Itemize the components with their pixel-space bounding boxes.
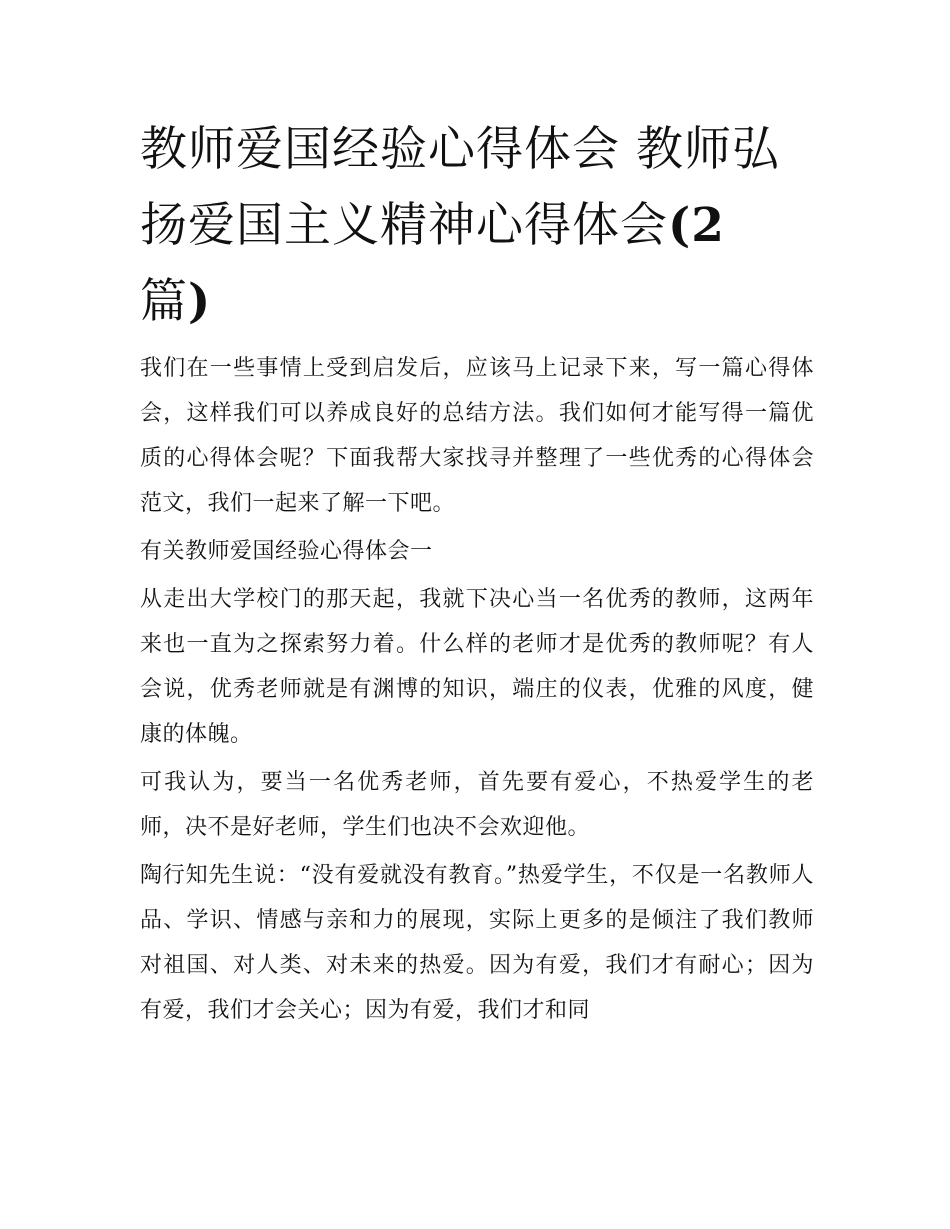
section-heading: 有关教师爱国经验心得体会一: [140, 539, 433, 564]
title-count-close: ): [188, 274, 212, 329]
title-count-unit: 篇: [140, 274, 188, 329]
body-paragraph-3: 陶行知先生说：“没有爱就没有教育。”热爱学生，不仅是一名教师人品、学识、情感与亲和力的展现，实际上更多的是倾注了我们教师对祖国、对人类、对未来的热爱。因为有爱，我们才有耐心；因为有爱，我们才会关心；因为有爱，我们才和同: [140, 863, 814, 1023]
document-title: [140, 112, 814, 340]
title-text: 教师爱国经验心得体会 教师弘扬爱国主义精神心得体会: [140, 122, 780, 253]
body-paragraph-2: 可我认为，要当一名优秀老师，首先要有爱心，不热爱学生的老师，决不是好老师，学生们也决不会欢迎他。: [140, 770, 814, 840]
intro-paragraph: 我们在一些事情上受到启发后，应该马上记录下来，写一篇心得体会，这样我们可以养成良好的总结方法。我们如何才能写得一篇优质的心得体会呢？下面我帮大家找寻并整理了一些优秀的心得体会范文，我们一起来了解一下吧。: [140, 356, 814, 516]
document-page: [140, 112, 814, 1036]
title-count-open: (2: [668, 198, 725, 253]
body-paragraph-1: 从走出大学校门的那天起，我就下决心当一名优秀的教师，这两年来也一直为之探索努力着。什么样的老师才是优秀的教师呢？有人会说，优秀老师就是有渊博的知识，端庄的仪表，优雅的风度，健康的体魄。: [140, 587, 814, 747]
